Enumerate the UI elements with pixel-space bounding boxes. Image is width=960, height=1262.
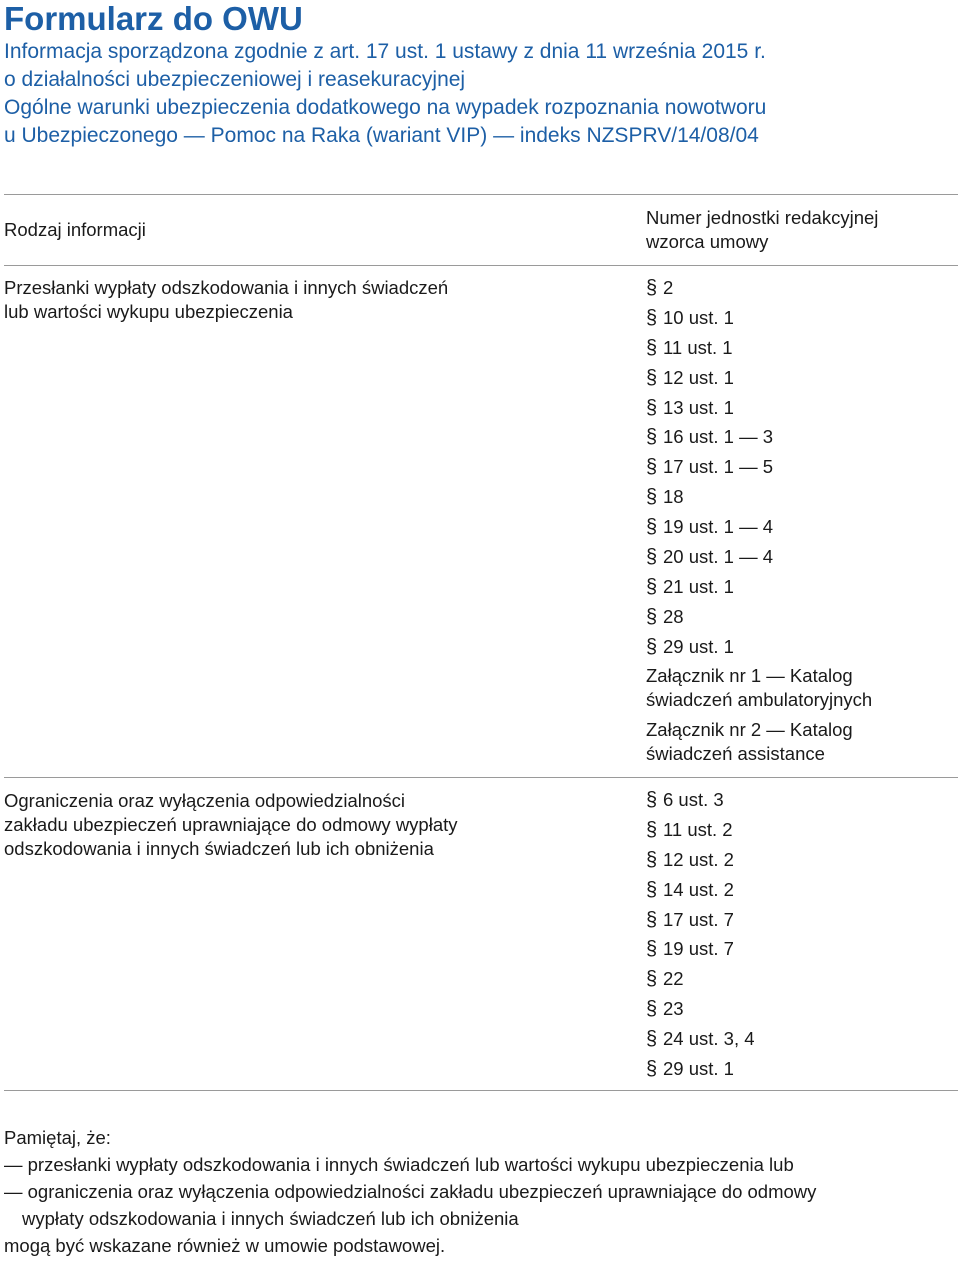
reminder-note bbox=[4, 1124, 954, 1259]
subtitle-line: o działalności ubezpieczeniowej i reasekuracyjnej bbox=[4, 68, 466, 91]
column-header-unit-number bbox=[646, 206, 878, 254]
section2-paragraph-list bbox=[646, 785, 755, 1084]
list-item bbox=[646, 905, 755, 935]
paragraph-number: 29 ust. 1 bbox=[663, 1057, 734, 1079]
reminder-intro: Pamiętaj, że: bbox=[4, 1127, 111, 1148]
list-item bbox=[646, 1024, 755, 1054]
section2-label-line: Ograniczenia oraz wyłączenia odpowiedzialności bbox=[4, 790, 406, 811]
section-sign-icon: § bbox=[646, 366, 658, 389]
paragraph-number: 10 ust. 1 bbox=[663, 306, 734, 328]
column-header-line: wzorca umowy bbox=[646, 231, 769, 252]
section-sign-icon: § bbox=[646, 426, 658, 449]
section-sign-icon: § bbox=[646, 998, 658, 1021]
section1-label-line: lub wartości wykupu ubezpieczenia bbox=[4, 301, 293, 322]
list-item bbox=[646, 815, 755, 845]
annex-line: Załącznik nr 2 — Katalog bbox=[646, 719, 853, 740]
section-sign-icon: § bbox=[646, 605, 658, 628]
paragraph-number: 20 ust. 1 — 4 bbox=[663, 545, 774, 567]
list-item bbox=[646, 393, 773, 423]
section-sign-icon: § bbox=[646, 968, 658, 991]
list-item bbox=[646, 964, 755, 994]
paragraph-number: 2 bbox=[663, 276, 674, 298]
paragraph-number: 6 ust. 3 bbox=[663, 788, 724, 810]
section2-label-line: zakładu ubezpieczeń uprawniające do odmowy wypłaty bbox=[4, 814, 458, 835]
paragraph-number: 18 bbox=[663, 486, 684, 508]
list-item bbox=[646, 994, 755, 1024]
section-sign-icon: § bbox=[646, 456, 658, 479]
column-header-line: Numer jednostki redakcyjnej bbox=[646, 207, 879, 228]
paragraph-number: 23 bbox=[663, 998, 684, 1020]
paragraph-number: 12 ust. 1 bbox=[663, 366, 734, 388]
section-sign-icon: § bbox=[646, 878, 658, 901]
list-item bbox=[646, 452, 773, 482]
section-sign-icon: § bbox=[646, 1057, 658, 1080]
document-title: Formularz do OWU bbox=[4, 0, 303, 37]
header-row-rule bbox=[4, 265, 958, 266]
list-item bbox=[646, 512, 773, 542]
annex-line: świadczeń assistance bbox=[646, 743, 825, 764]
section2-label-line: odszkodowania i innych świadczeń lub ich obniżenia bbox=[4, 838, 434, 859]
section-sign-icon: § bbox=[646, 635, 658, 658]
section1-paragraph-list bbox=[646, 273, 773, 662]
annex-2 bbox=[646, 718, 853, 766]
section-sign-icon: § bbox=[646, 276, 658, 299]
list-item bbox=[646, 845, 755, 875]
section-sign-icon: § bbox=[646, 306, 658, 329]
table-top-rule bbox=[4, 194, 958, 195]
section-sign-icon: § bbox=[646, 788, 658, 811]
reminder-item-continuation: wypłaty odszkodowania i innych świadczeń lub ich obniżenia bbox=[22, 1208, 519, 1229]
subtitle-line: Ogólne warunki ubezpieczenia dodatkowego na wypadek rozpoznania nowotworu bbox=[4, 96, 767, 119]
paragraph-number: 29 ust. 1 bbox=[663, 635, 734, 657]
list-item bbox=[646, 934, 755, 964]
document-subtitle bbox=[4, 38, 954, 150]
list-item bbox=[646, 602, 773, 632]
annex-line: świadczeń ambulatoryjnych bbox=[646, 689, 873, 710]
subtitle-line: Informacja sporządzona zgodnie z art. 17 ust. 1 ustawy z dnia 11 września 2015 r. bbox=[4, 40, 766, 63]
subtitle-line: u Ubezpieczonego — Pomoc na Raka (wariant VIP) — indeks NZSPRV/14/08/04 bbox=[4, 124, 759, 147]
paragraph-number: 22 bbox=[663, 968, 684, 990]
annex-line: Załącznik nr 1 — Katalog bbox=[646, 665, 853, 686]
paragraph-number: 21 ust. 1 bbox=[663, 575, 734, 597]
list-item bbox=[646, 785, 755, 815]
paragraph-number: 13 ust. 1 bbox=[663, 396, 734, 418]
list-item bbox=[646, 333, 773, 363]
section-sign-icon: § bbox=[646, 575, 658, 598]
section-sign-icon: § bbox=[646, 938, 658, 961]
paragraph-number: 28 bbox=[663, 605, 684, 627]
paragraph-number: 19 ust. 7 bbox=[663, 938, 734, 960]
paragraph-number: 11 ust. 2 bbox=[663, 818, 733, 840]
paragraph-number: 17 ust. 7 bbox=[663, 908, 734, 930]
section2-label bbox=[4, 789, 458, 861]
section-sign-icon: § bbox=[646, 336, 658, 359]
column-header-information-type: Rodzaj informacji bbox=[4, 219, 146, 240]
reminder-item: — przesłanki wypłaty odszkodowania i innych świadczeń lub wartości wykupu ubezpieczenia lub bbox=[4, 1154, 794, 1175]
annex-1 bbox=[646, 664, 872, 712]
section-sign-icon: § bbox=[646, 1028, 658, 1051]
paragraph-number: 16 ust. 1 — 3 bbox=[663, 426, 774, 448]
paragraph-number: 11 ust. 1 bbox=[663, 336, 733, 358]
section1-label bbox=[4, 276, 448, 324]
list-item bbox=[646, 422, 773, 452]
section-sign-icon: § bbox=[646, 908, 658, 931]
list-item bbox=[646, 632, 773, 662]
list-item bbox=[646, 482, 773, 512]
paragraph-number: 24 ust. 3, 4 bbox=[663, 1028, 755, 1050]
paragraph-number: 14 ust. 2 bbox=[663, 878, 734, 900]
list-item bbox=[646, 572, 773, 602]
section-sign-icon: § bbox=[646, 848, 658, 871]
section1-label-line: Przesłanki wypłaty odszkodowania i innych świadczeń bbox=[4, 277, 449, 298]
section-divider-rule bbox=[4, 777, 958, 778]
list-item bbox=[646, 1054, 755, 1084]
list-item bbox=[646, 273, 773, 303]
list-item bbox=[646, 542, 773, 572]
section-sign-icon: § bbox=[646, 516, 658, 539]
paragraph-number: 17 ust. 1 — 5 bbox=[663, 456, 774, 478]
section-sign-icon: § bbox=[646, 486, 658, 509]
list-item bbox=[646, 303, 773, 333]
section-sign-icon: § bbox=[646, 545, 658, 568]
paragraph-number: 12 ust. 2 bbox=[663, 848, 734, 870]
section-sign-icon: § bbox=[646, 818, 658, 841]
paragraph-number: 19 ust. 1 — 4 bbox=[663, 516, 774, 538]
reminder-item: — ograniczenia oraz wyłączenia odpowiedzialności zakładu ubezpieczeń uprawniające do odmowy bbox=[4, 1181, 817, 1202]
section-sign-icon: § bbox=[646, 396, 658, 419]
list-item bbox=[646, 875, 755, 905]
reminder-closing: mogą być wskazane również w umowie podstawowej. bbox=[4, 1235, 446, 1256]
list-item bbox=[646, 363, 773, 393]
table-bottom-rule bbox=[4, 1090, 958, 1091]
